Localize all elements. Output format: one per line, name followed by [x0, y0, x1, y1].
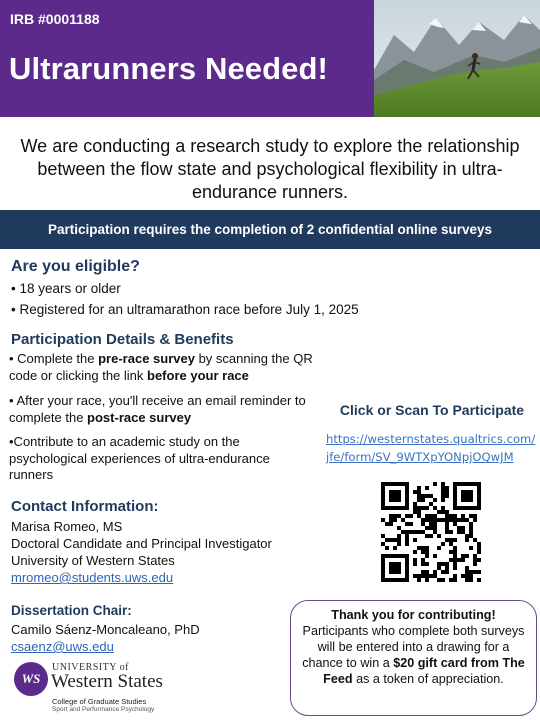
logo-name: Western States — [51, 671, 163, 692]
logo-university-text: UNIVERSITY of — [52, 662, 129, 673]
participation-banner: Participation requires the completion of 2 confidential online surveys — [0, 210, 540, 249]
chair-name: Camilo Sáenz-Moncaleano, PhD — [11, 622, 200, 637]
irb-number: IRB #0001188 — [10, 11, 100, 27]
chair-email-link[interactable]: csaenz@uws.edu — [11, 639, 114, 654]
details-p1-pre-race: pre-race survey — [98, 351, 195, 366]
thank-you-box — [290, 600, 537, 716]
thanks-closing: as a token of appreciation. — [352, 672, 504, 686]
details-p1-c: by scanning the QR code or clicking the link — [9, 351, 313, 383]
chair-heading: Dissertation Chair: — [11, 603, 132, 618]
runner-photo-illustration — [374, 0, 540, 117]
thanks-heading: Thank you for contributing! — [331, 608, 496, 622]
details-p2-a: • After your race, you'll receive an email reminder to complete the — [9, 393, 306, 425]
details-item-post-race — [9, 393, 319, 426]
eligibility-item-registered: • Registered for an ultramarathon race before July 1, 2025 — [11, 302, 359, 317]
header-purple-panel — [0, 0, 374, 117]
qr-code-graphic — [381, 482, 481, 582]
details-item-pre-race — [9, 351, 319, 384]
eligibility-item-age: • 18 years or older — [11, 281, 121, 296]
contact-name: Marisa Romeo, MS — [11, 519, 123, 534]
details-p1-a: • Complete the — [9, 351, 99, 366]
thanks-gift-card: $20 gift card from The Feed — [323, 656, 525, 686]
contact-role: Doctoral Candidate and Principal Investigator — [11, 536, 272, 551]
page-title: Ultrarunners Needed! — [9, 51, 328, 86]
participate-cta: Click or Scan To Participate — [339, 402, 525, 418]
thanks-body: Participants who complete both surveys will be entered into a drawing for a chance to win a — [302, 624, 525, 670]
qr-code[interactable] — [381, 482, 481, 582]
contact-heading: Contact Information: — [11, 498, 159, 515]
study-description: We are conducting a research study to explore the relationship between the flow state and psychological flexibility in ultra-endurance runners. — [20, 136, 520, 202]
logo-college: College of Graduate Studies — [52, 697, 147, 706]
details-heading: Participation Details & Benefits — [11, 331, 234, 348]
contact-email-link[interactable]: mromeo@students.uws.edu — [11, 570, 174, 585]
contact-org: University of Western States — [11, 553, 175, 568]
details-p1-before-race: before your race — [147, 367, 249, 383]
details-item-contribute: •Contribute to an academic study on the psychological experiences of ultra-endurance runners — [9, 434, 270, 482]
ws-emblem-icon: WS — [14, 662, 48, 696]
header-banner — [0, 0, 540, 117]
runner-mountain-photo — [374, 0, 540, 117]
survey-link[interactable]: https://westernstates.qualtrics.com/jfe/form/SV_9WTXpYONpjOQwJM — [326, 432, 536, 464]
eligibility-heading: Are you eligible? — [11, 258, 140, 275]
details-p2-post-race: post-race survey — [87, 409, 192, 425]
logo-program: Sport and Performance Psychology — [52, 706, 155, 713]
university-logo — [14, 660, 174, 716]
